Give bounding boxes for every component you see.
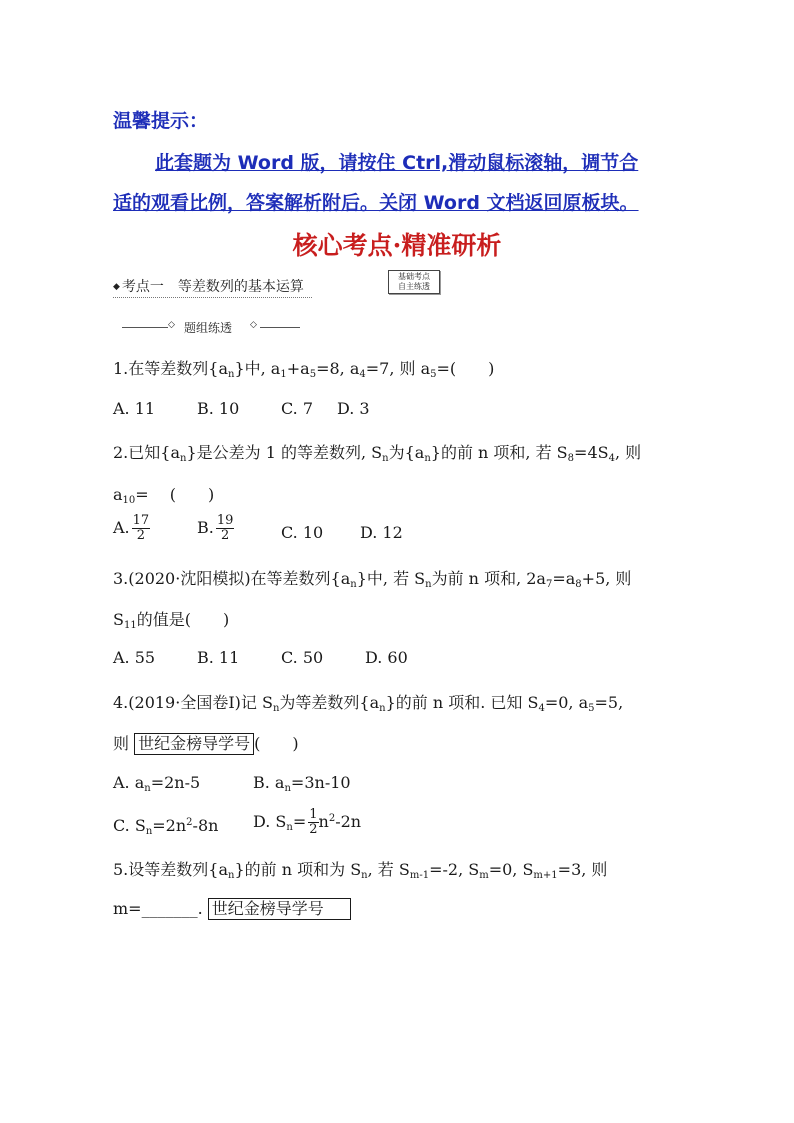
q5-number: 5. (113, 860, 129, 879)
q5-text: }的前 n 项和为 S (234, 860, 362, 879)
denominator: 2 (220, 528, 230, 543)
q1-text: =( ) (436, 359, 495, 378)
q5-text: =-2, S (429, 860, 480, 879)
q5-sub: m (479, 870, 489, 881)
q4-text: 为等差数列{a (279, 693, 380, 712)
q3-option-c: C. 50 (281, 648, 324, 667)
q2-option-a-label: A. (113, 518, 130, 537)
q4-sub: n (145, 826, 153, 837)
q3-text: +5, 则 (581, 569, 632, 588)
divider-right (260, 327, 300, 328)
question-2 (113, 440, 641, 464)
q4-option-b-text: B. a (253, 773, 285, 792)
q1-sub: 1 (280, 369, 287, 380)
q2-text: a (113, 485, 123, 504)
q4-option-d-text: n (318, 812, 329, 831)
question-4-line-2 (113, 731, 299, 755)
q2-text: =4S (574, 443, 609, 462)
q3-text: (2020·沈阳模拟)在等差数列{a (128, 569, 351, 588)
q2-text: = ( ) (135, 485, 215, 504)
q1-text: =7, 则 a (365, 359, 431, 378)
q4-sub: n (379, 703, 386, 714)
q2-text: , 则 (614, 443, 642, 462)
q3-sub: n (425, 579, 432, 590)
q2-sub: n (382, 453, 389, 464)
section-badge-bottom: 自主练透 (398, 282, 430, 291)
main-title: 核心考点·精准研析 (292, 231, 502, 260)
tip-title: 温馨提示： (113, 110, 209, 132)
diamond-left-icon: ◇ (168, 320, 175, 330)
q3-sub: 11 (123, 620, 137, 631)
diamond-bullet-icon: ◆ (113, 282, 120, 292)
q4-sub: n (284, 783, 291, 794)
q4-text: 则 (113, 734, 135, 753)
section-badge (388, 270, 440, 294)
q4-text: =5, (594, 693, 624, 712)
question-2-line-2 (113, 482, 214, 506)
q1-sub: 5 (309, 369, 317, 380)
q4-option-a (113, 773, 200, 794)
q1-sub: n (228, 369, 235, 380)
q4-option-c-text: C. S (113, 816, 146, 835)
q1-option-c: C. 7 (281, 399, 314, 418)
q1-option-d: D. 3 (337, 399, 370, 418)
q5-sub: m-1 (409, 870, 430, 881)
q4-option-c-text: =2n (152, 816, 187, 835)
denominator: 2 (309, 822, 318, 837)
q1-text: }中, a (234, 359, 281, 378)
q4-option-b (253, 773, 351, 794)
q1-option-b: B. 10 (197, 399, 240, 418)
fraction (132, 514, 151, 543)
q4-sub: 4 (538, 703, 545, 714)
q3-text: S (113, 610, 124, 629)
section-badge-top: 基础考点 (398, 272, 430, 281)
q3-text: }中, 若 S (356, 569, 426, 588)
diamond-right-icon: ◇ (250, 320, 257, 330)
q4-sub: n (286, 822, 293, 833)
q4-text: (2019·全国卷Ⅰ)记 S (128, 693, 273, 712)
q4-sup: 2 (328, 813, 336, 824)
q4-text: ( ) (254, 734, 299, 753)
question-3 (113, 566, 631, 590)
numerator: 1 (309, 807, 318, 822)
q3-sub: 7 (545, 579, 553, 590)
group-heading (122, 319, 302, 335)
q4-option-b-text: =3n-10 (290, 773, 351, 792)
q4-sub: n (272, 703, 280, 714)
q3-sub: n (350, 579, 357, 590)
fraction (308, 808, 318, 837)
numerator: 19 (216, 513, 234, 528)
q2-option-c: C. 10 (281, 523, 324, 542)
section-row (113, 272, 443, 298)
guide-number-box: 世纪金榜导学号 (208, 898, 351, 920)
q5-text: =0, S (488, 860, 534, 879)
question-4 (113, 690, 623, 714)
q4-option-d-text: D. S (253, 812, 287, 831)
q3-text: 的值是( ) (136, 610, 230, 629)
q2-sub: 8 (567, 453, 575, 464)
q4-option-a-text: =2n-5 (150, 773, 201, 792)
q5-sub: m+1 (533, 870, 558, 881)
q3-text: =a (552, 569, 576, 588)
q1-number: 1. (113, 359, 129, 378)
question-5-line-2 (113, 898, 351, 920)
q5-sub: n (228, 870, 235, 881)
q1-text: =8, a (316, 359, 360, 378)
q2-text: }是公差为 1 的等差数列, S (186, 443, 383, 462)
q2-number: 2. (113, 443, 129, 462)
q2-sub: n (180, 453, 187, 464)
tip-line-1: 此套题为 Word 版，请按住 Ctrl,滑动鼠标滚轴，调节合 (155, 152, 639, 174)
guide-number-box: 世纪金榜导学号 (134, 733, 254, 755)
q4-option-d (253, 808, 361, 837)
q1-text: +a (286, 359, 310, 378)
q4-option-d-text: = (292, 812, 307, 831)
numerator: 17 (132, 513, 150, 528)
q2-option-b (197, 514, 234, 543)
q2-sub: 10 (122, 495, 136, 506)
q3-number: 3. (113, 569, 129, 588)
q2-text: 已知{a (128, 443, 180, 462)
q5-answer-blank: m=_______. (113, 899, 208, 918)
q2-sub: 4 (608, 453, 615, 464)
q2-text: }的前 n 项和, 若 S (430, 443, 568, 462)
q4-option-c-text: -8n (192, 816, 219, 835)
q5-sub: n (361, 870, 368, 881)
q4-option-c (113, 816, 218, 837)
q2-option-d: D. 12 (360, 523, 403, 542)
section-label: 考点一 等差数列的基本运算 (121, 279, 304, 295)
q5-text: =3, 则 (557, 860, 608, 879)
q4-option-a-text: A. a (113, 773, 145, 792)
q3-text: 为前 n 项和, 2a (431, 569, 546, 588)
q1-text: 在等差数列{a (128, 359, 228, 378)
q1-sub: 4 (359, 369, 366, 380)
q2-option-b-label: B. (197, 518, 214, 537)
tip-line-2: 适的观看比例，答案解析附后。关闭 Word 文档返回原板块。 (113, 192, 639, 214)
q3-sub: 8 (575, 579, 582, 590)
q3-option-a: A. 55 (113, 648, 156, 667)
q1-option-a: A. 11 (113, 399, 156, 418)
q2-sub: n (424, 453, 431, 464)
group-label: 题组练透 (184, 321, 233, 335)
denominator: 2 (136, 528, 146, 543)
divider-left (122, 327, 168, 328)
q4-sub: 5 (588, 703, 595, 714)
section-heading (113, 276, 312, 298)
q4-text: }的前 n 项和. 已知 S (385, 693, 539, 712)
q3-option-b: B. 11 (197, 648, 240, 667)
q2-text: 为{a (388, 443, 425, 462)
q1-sub: 5 (430, 369, 437, 380)
question-5 (113, 857, 607, 881)
fraction (216, 514, 235, 543)
q4-text: =0, a (544, 693, 589, 712)
question-1 (113, 356, 494, 380)
q4-sup: 2 (186, 817, 193, 828)
q5-text: , 若 S (367, 860, 410, 879)
q2-option-a (113, 514, 150, 543)
question-3-line-2 (113, 607, 229, 631)
q3-option-d: D. 60 (365, 648, 408, 667)
q4-number: 4. (113, 693, 129, 712)
q5-text: 设等差数列{a (128, 860, 228, 879)
q4-option-d-text: -2n (335, 812, 362, 831)
q4-sub: n (144, 783, 151, 794)
